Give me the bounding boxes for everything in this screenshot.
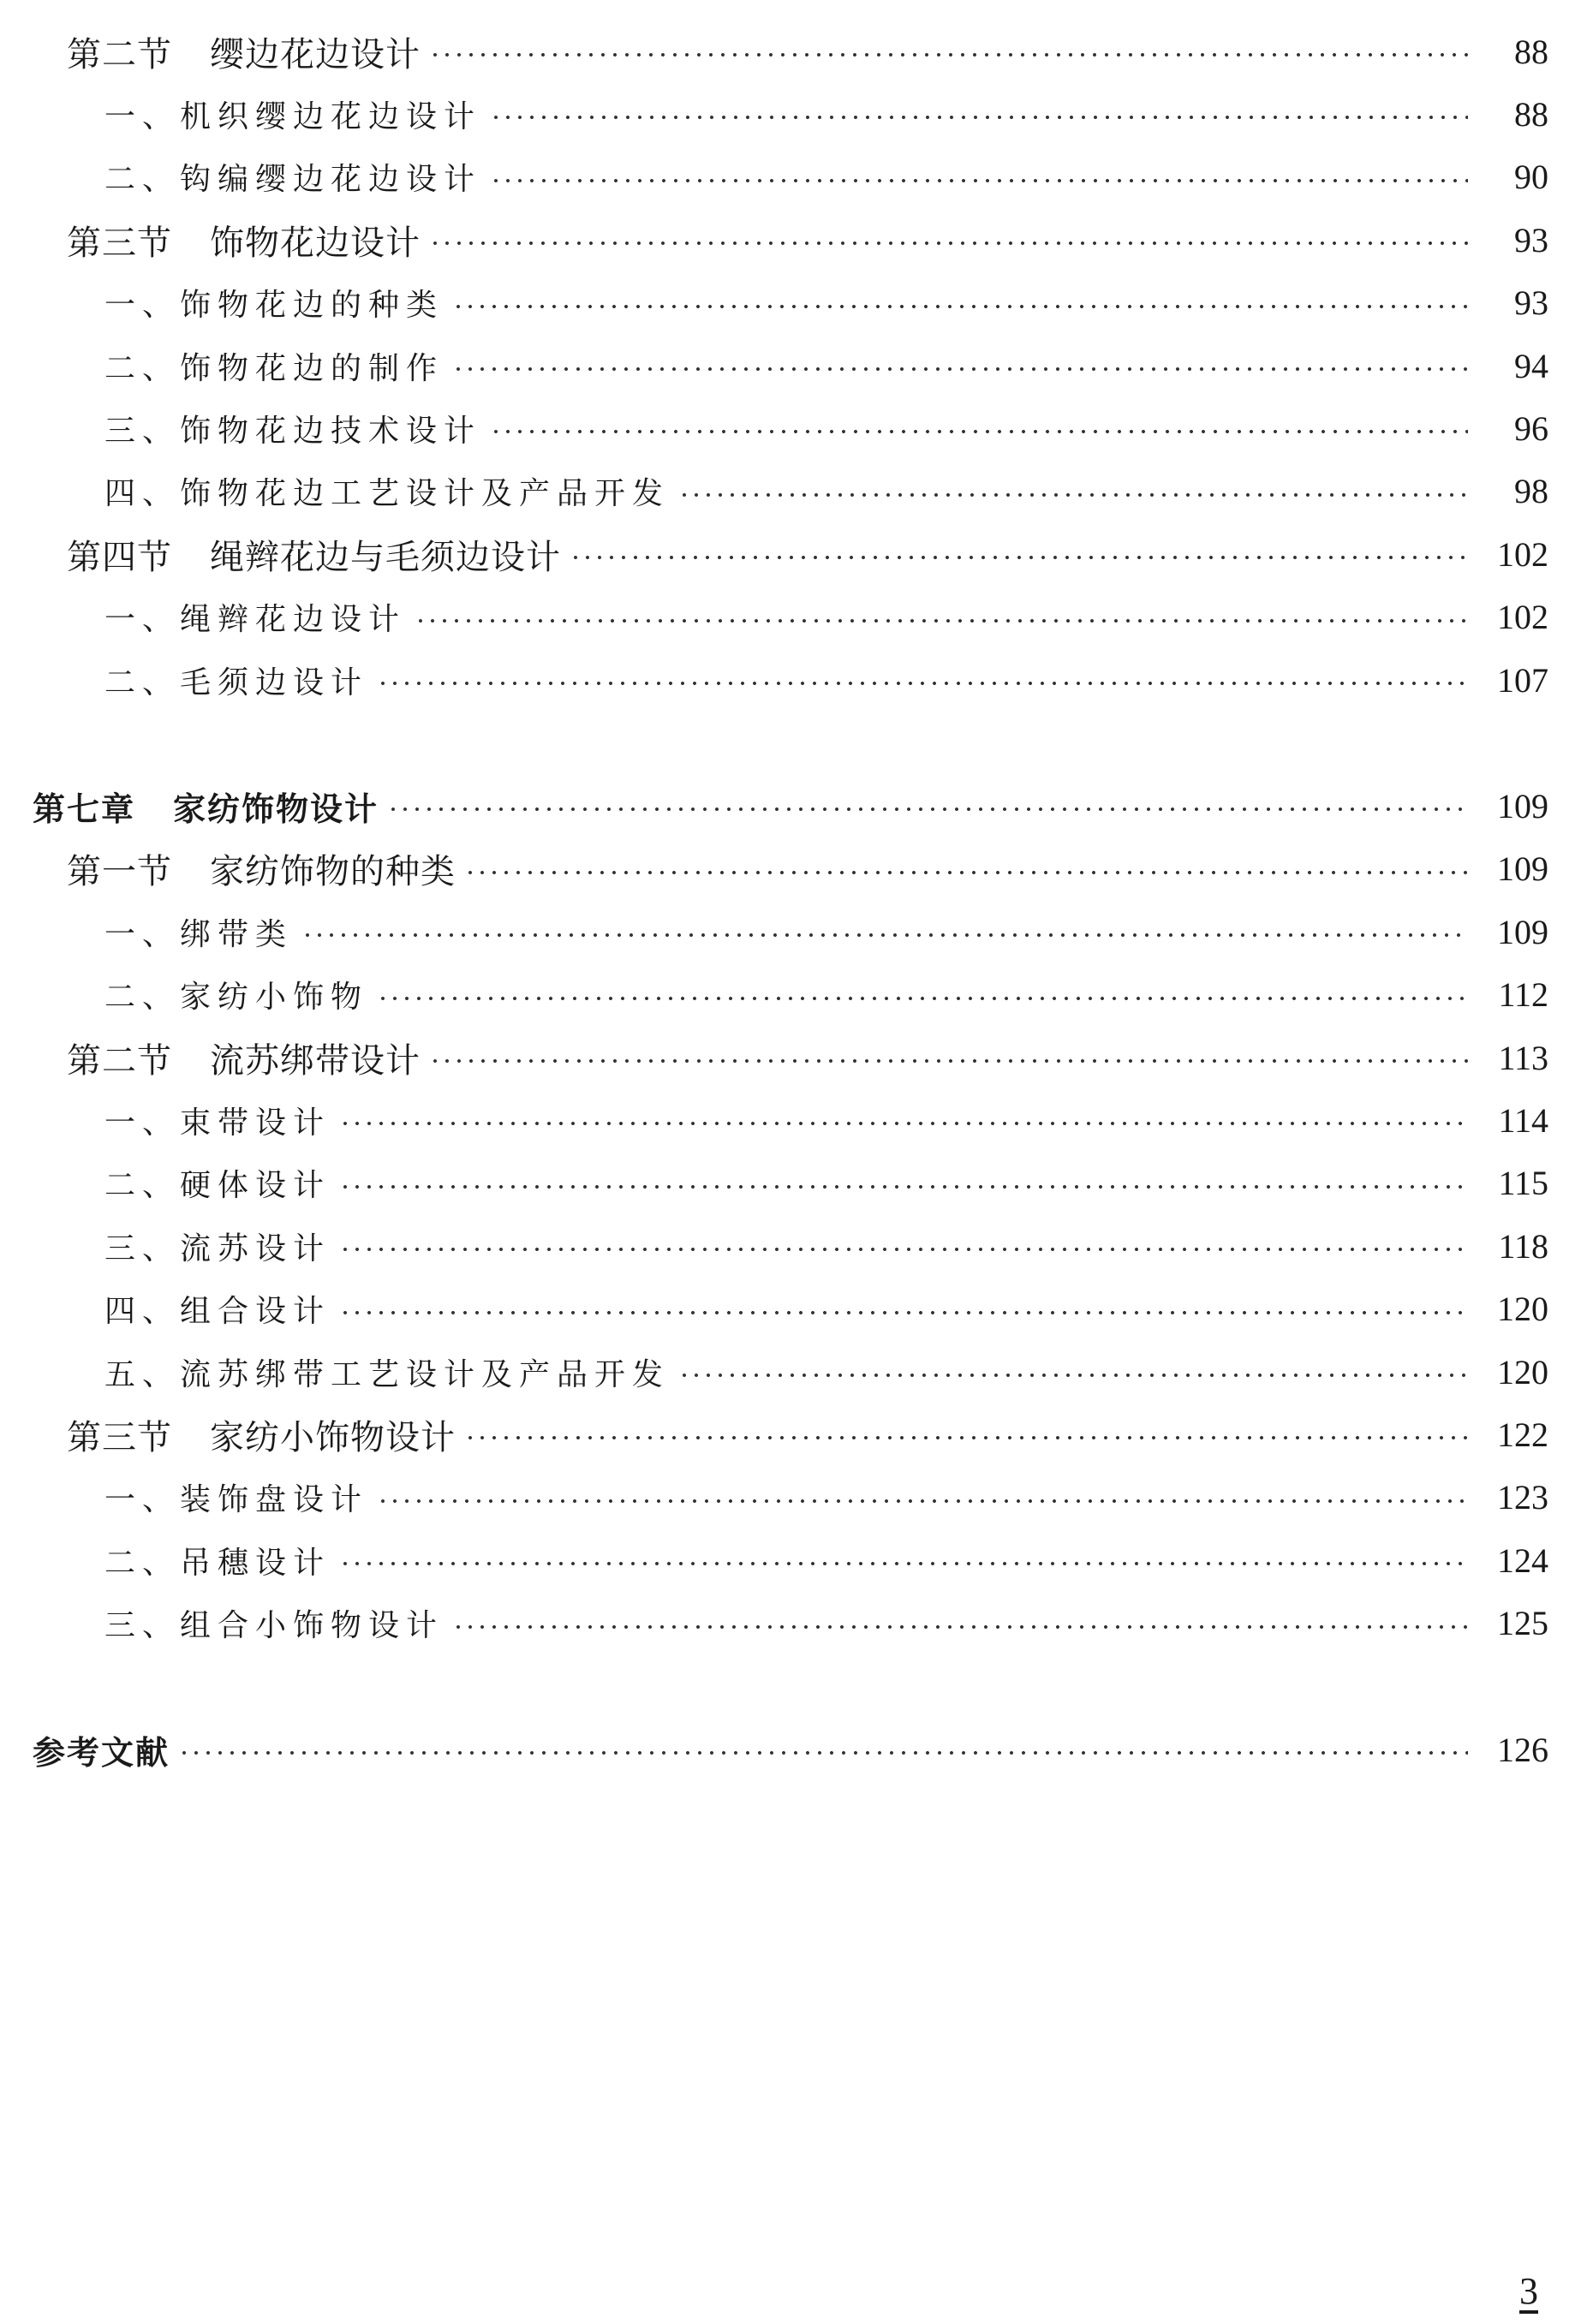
toc-entry-number: 第二节 — [67, 34, 172, 74]
toc-entry-page: 115 — [1498, 1164, 1548, 1203]
toc-entry-label — [104, 910, 293, 954]
toc-entry-page: 114 — [1498, 1100, 1548, 1140]
dot-leader — [377, 1499, 1468, 1504]
toc-entry-page: 93 — [1514, 220, 1548, 259]
dot-leader — [464, 870, 1468, 875]
dot-leader — [490, 178, 1468, 183]
toc-entry[interactable] — [104, 1158, 1548, 1209]
toc-entry-page: 109 — [1497, 786, 1548, 825]
dot-leader — [339, 1184, 1468, 1189]
toc-entry-page: 109 — [1497, 912, 1548, 951]
toc-entry-label — [67, 1034, 421, 1082]
toc-entry-label — [104, 469, 670, 513]
toc-entry-title: 四、饰物花边工艺设计及产品开发 — [104, 476, 671, 512]
dot-leader — [570, 555, 1468, 560]
toc-entry-title: 参考文献 — [33, 1733, 170, 1772]
toc-entry[interactable] — [104, 1094, 1548, 1146]
toc-entry[interactable] — [67, 26, 1548, 77]
toc-entry-page: 96 — [1514, 408, 1548, 448]
toc-entry-label — [33, 783, 379, 830]
toc-entry-title: 二、饰物花边的制作 — [104, 350, 444, 386]
toc-entry[interactable] — [104, 340, 1548, 391]
toc-entry-number: 第三节 — [67, 223, 172, 263]
toc-entry[interactable] — [104, 1534, 1548, 1586]
toc-entry-title: 二、毛须边设计 — [104, 664, 369, 700]
dot-leader — [452, 304, 1468, 309]
toc-entry[interactable] — [104, 1472, 1548, 1523]
toc-entry-title: 三、流苏设计 — [104, 1231, 331, 1266]
toc-entry-label — [104, 658, 368, 702]
toc-entry-title: 二、硬体设计 — [104, 1168, 331, 1204]
toc-entry-page: 88 — [1514, 94, 1548, 134]
toc-entry-page: 107 — [1497, 660, 1548, 700]
toc-entry-page: 120 — [1497, 1352, 1548, 1391]
toc-entry-title: 四、组合设计 — [104, 1294, 331, 1330]
toc-entry[interactable] — [33, 1724, 1548, 1775]
toc-entry[interactable] — [104, 906, 1548, 957]
toc-entry[interactable] — [104, 1346, 1548, 1397]
toc-entry-label — [104, 1539, 331, 1582]
toc-entry-number: 第三节 — [67, 1417, 172, 1457]
toc-entry-title: 三、组合小饰物设计 — [104, 1608, 444, 1644]
dot-leader — [415, 618, 1468, 623]
toc-entry[interactable] — [67, 1032, 1548, 1083]
toc-entry-title: 家纺饰物设计 — [173, 790, 379, 828]
toc-entry-page: 93 — [1514, 283, 1548, 323]
toc-entry-label — [33, 1726, 170, 1773]
toc-entry-label — [104, 92, 481, 136]
dot-leader — [339, 1310, 1468, 1315]
toc-entry[interactable] — [67, 214, 1548, 265]
dot-leader — [377, 996, 1468, 1001]
toc-entry-page: 112 — [1498, 975, 1548, 1015]
toc-entry-label — [104, 1350, 670, 1394]
toc-entry[interactable] — [104, 152, 1548, 203]
toc-entry[interactable] — [104, 592, 1548, 643]
toc-entry-title: 一、绳辫花边设计 — [104, 602, 407, 638]
toc-entry-label — [104, 1161, 331, 1205]
toc-entry-number: 第一节 — [67, 852, 172, 892]
toc-entry[interactable] — [104, 1220, 1548, 1272]
toc-entry-title: 饰物花边设计 — [210, 223, 421, 263]
toc-entry-label — [104, 155, 481, 199]
toc-entry-label — [104, 1287, 331, 1331]
toc-entry-page: 90 — [1514, 158, 1548, 197]
toc-entry-title: 一、饰物花边的种类 — [104, 288, 444, 324]
toc-entry[interactable] — [104, 88, 1548, 140]
toc-entry-number: 第二节 — [67, 1040, 172, 1081]
dot-leader — [678, 492, 1468, 498]
toc-entry-page: 122 — [1497, 1415, 1548, 1454]
toc-entry[interactable] — [104, 1284, 1548, 1335]
toc-entry-title: 一、装饰盘设计 — [104, 1482, 369, 1518]
toc-entry[interactable] — [104, 466, 1548, 517]
toc-entry[interactable] — [67, 528, 1548, 580]
toc-entry-page: 113 — [1498, 1038, 1548, 1077]
toc-entry[interactable] — [104, 654, 1548, 706]
toc-entry-title: 二、家纺小饰物 — [104, 980, 369, 1016]
toc-entry-page: 120 — [1497, 1290, 1548, 1329]
toc-entry-title: 流苏绑带设计 — [210, 1040, 421, 1081]
toc-entry-label — [104, 281, 444, 325]
toc-entry-label — [104, 407, 481, 450]
dot-leader — [429, 52, 1468, 57]
toc-entry-page: 125 — [1497, 1604, 1548, 1643]
toc-entry-page: 124 — [1497, 1540, 1548, 1580]
dot-leader — [452, 366, 1468, 372]
dot-leader — [429, 1058, 1468, 1064]
toc-entry-title: 家纺小饰物设计 — [210, 1417, 456, 1457]
toc-entry[interactable] — [104, 1598, 1548, 1649]
dot-leader — [490, 115, 1468, 120]
toc-entry-number: 第七章 — [33, 790, 136, 828]
toc-entry-title: 一、绑带类 — [104, 916, 294, 952]
toc-entry-label — [67, 1410, 456, 1459]
toc-entry-title: 绳辫花边与毛须边设计 — [210, 537, 561, 577]
toc-entry-title: 一、机织缨边花边设计 — [104, 98, 482, 134]
page-number: 3 — [1519, 2270, 1538, 2312]
toc-entry-title: 家纺饰物的种类 — [210, 852, 456, 892]
toc-entry-label — [104, 1099, 331, 1142]
toc-entry-label — [67, 844, 456, 893]
dot-leader — [178, 1750, 1468, 1755]
toc-entry[interactable] — [67, 843, 1548, 895]
dot-leader — [377, 681, 1468, 686]
toc-entry-page: 94 — [1514, 346, 1548, 385]
toc-entry-label — [104, 1601, 444, 1645]
dot-leader — [301, 933, 1468, 938]
dot-leader — [387, 807, 1468, 812]
dot-leader — [464, 1435, 1468, 1440]
toc-entry-page: 88 — [1514, 32, 1548, 71]
dot-leader — [452, 1624, 1468, 1630]
toc-entry-label — [67, 27, 421, 76]
toc-entry-title: 五、流苏绑带工艺设计及产品开发 — [104, 1356, 671, 1392]
toc-entry-page: 123 — [1497, 1478, 1548, 1517]
toc-entry[interactable] — [104, 969, 1548, 1021]
toc-entry-title: 缨边花边设计 — [210, 34, 421, 74]
toc-entry-label — [104, 1475, 368, 1519]
toc-entry-label — [67, 216, 421, 265]
toc-entry-label — [67, 530, 561, 579]
toc-entry[interactable] — [33, 780, 1548, 831]
toc-entry-title: 三、饰物花边技术设计 — [104, 413, 482, 449]
toc-entry-page: 118 — [1498, 1226, 1548, 1266]
dot-leader — [678, 1373, 1468, 1378]
toc-entry[interactable] — [104, 402, 1548, 454]
toc-entry-title: 一、束带设计 — [104, 1105, 331, 1141]
toc-entry-number: 第四节 — [67, 537, 172, 577]
toc-entry-page: 109 — [1497, 849, 1548, 889]
toc-entry-label — [104, 1225, 331, 1268]
toc-entry-title: 二、吊穗设计 — [104, 1545, 331, 1581]
toc-entry-page: 102 — [1497, 534, 1548, 574]
dot-leader — [339, 1561, 1468, 1566]
toc-entry-label — [104, 344, 444, 388]
toc-entry-page: 102 — [1497, 598, 1548, 637]
dot-leader — [339, 1121, 1468, 1126]
dot-leader — [339, 1247, 1468, 1252]
toc-entry-label — [104, 973, 368, 1016]
toc-entry-page: 126 — [1497, 1730, 1548, 1769]
toc-entry-page: 98 — [1514, 472, 1548, 511]
toc-entry[interactable] — [104, 277, 1548, 329]
dot-leader — [490, 429, 1468, 434]
toc-entry-label — [104, 595, 406, 639]
toc-entry[interactable] — [67, 1409, 1548, 1460]
dot-leader — [429, 241, 1468, 246]
toc-entry-title: 二、钩编缨边花边设计 — [104, 162, 482, 198]
